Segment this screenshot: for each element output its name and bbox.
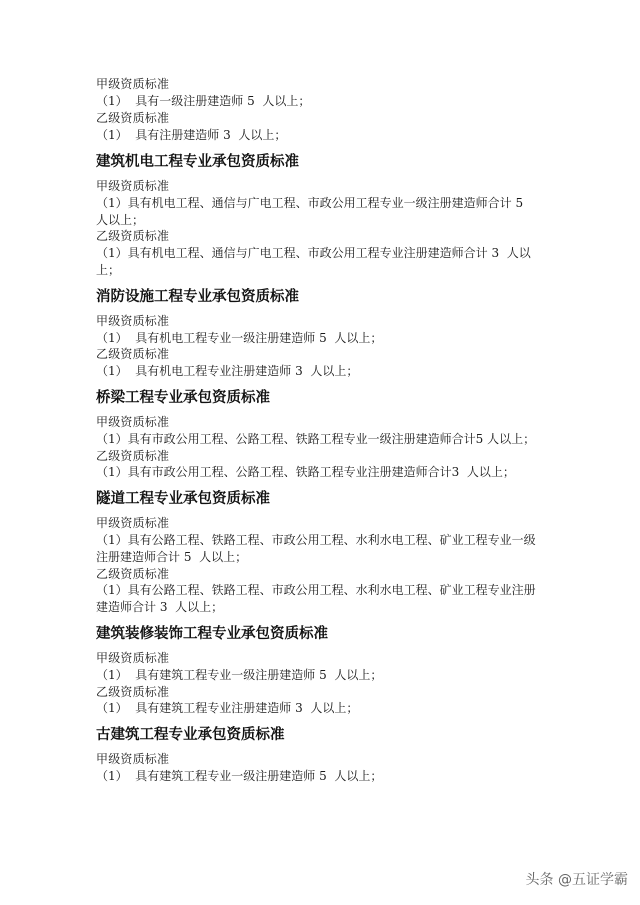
requirement-text: （1）具有公路工程、铁路工程、市政公用工程、水利水电工程、矿业工程专业一级注册建造师合计 5 人以上； (96, 532, 536, 564)
grade-heading: 乙级资质标准 (96, 448, 170, 463)
watermark: 头条 @五证学霸 (525, 872, 628, 888)
section-tunnel (96, 489, 536, 616)
requirement-text: （1） 具有机电工程专业一级注册建造师 5 人以上； (96, 330, 383, 345)
requirement-text: （1） 具有一级注册建造师 5 人以上； (96, 94, 311, 108)
requirement-text: （1）具有公路工程、铁路工程、市政公用工程、水利水电工程、矿业工程专业注册建造师合计 3 人以上； (96, 583, 536, 615)
section-fire-protection (96, 287, 536, 380)
requirement-text: （1）具有市政公用工程、公路工程、铁路工程专业一级注册建造师合计5 人以上； (96, 431, 536, 446)
requirement-text: （1）具有机电工程、通信与广电工程、市政公用工程专业注册建造师合计 3 人以上； (96, 246, 531, 277)
grade-heading: 甲级资质标准 (96, 179, 170, 193)
section-title: 建筑机电工程专业承包资质标准 (96, 154, 299, 170)
section-bridge (96, 388, 536, 481)
requirement-text: （1） 具有机电工程专业注册建造师 3 人以上； (96, 364, 359, 379)
grade-heading: 甲级资质标准 (96, 516, 170, 531)
section-mep (96, 152, 536, 279)
grade-heading: 甲级资质标准 (96, 752, 170, 767)
grade-heading: 乙级资质标准 (96, 229, 170, 244)
grade-heading: 甲级资质标准 (96, 650, 170, 665)
grade-heading: 甲级资质标准 (96, 313, 170, 328)
requirement-text: （1）具有市政公用工程、公路工程、铁路工程专业注册建造师合计3 人以上； (96, 465, 515, 480)
intro-block (96, 76, 536, 144)
section-title: 桥梁工程专业承包资质标准 (96, 389, 270, 406)
requirement-text: （1） 具有建筑工程专业注册建造师 3 人以上； (96, 701, 359, 716)
document-page (96, 76, 536, 785)
requirement-text: （1） 具有建筑工程专业一级注册建造师 5 人以上； (96, 667, 383, 682)
requirement-text: （1） 具有注册建造师 3 人以上； (96, 128, 287, 142)
grade-heading: 甲级资质标准 (96, 77, 170, 91)
section-title: 古建筑工程专业承包资质标准 (96, 727, 285, 744)
section-ancient-architecture (96, 725, 536, 785)
grade-heading: 乙级资质标准 (96, 111, 170, 125)
section-title: 消防设施工程专业承包资质标准 (96, 288, 299, 305)
section-title: 建筑装修装饰工程专业承包资质标准 (96, 625, 328, 642)
requirement-text: （1）具有机电工程、通信与广电工程、市政公用工程专业一级注册建造师合计 5 人以上； (96, 195, 531, 227)
grade-heading: 乙级资质标准 (96, 684, 170, 699)
section-decoration (96, 624, 536, 717)
grade-heading: 乙级资质标准 (96, 347, 170, 362)
grade-heading: 甲级资质标准 (96, 414, 170, 429)
section-title: 隧道工程专业承包资质标准 (96, 491, 270, 508)
grade-heading: 乙级资质标准 (96, 566, 170, 581)
requirement-text: （1） 具有建筑工程专业一级注册建造师 5 人以上； (96, 768, 383, 783)
